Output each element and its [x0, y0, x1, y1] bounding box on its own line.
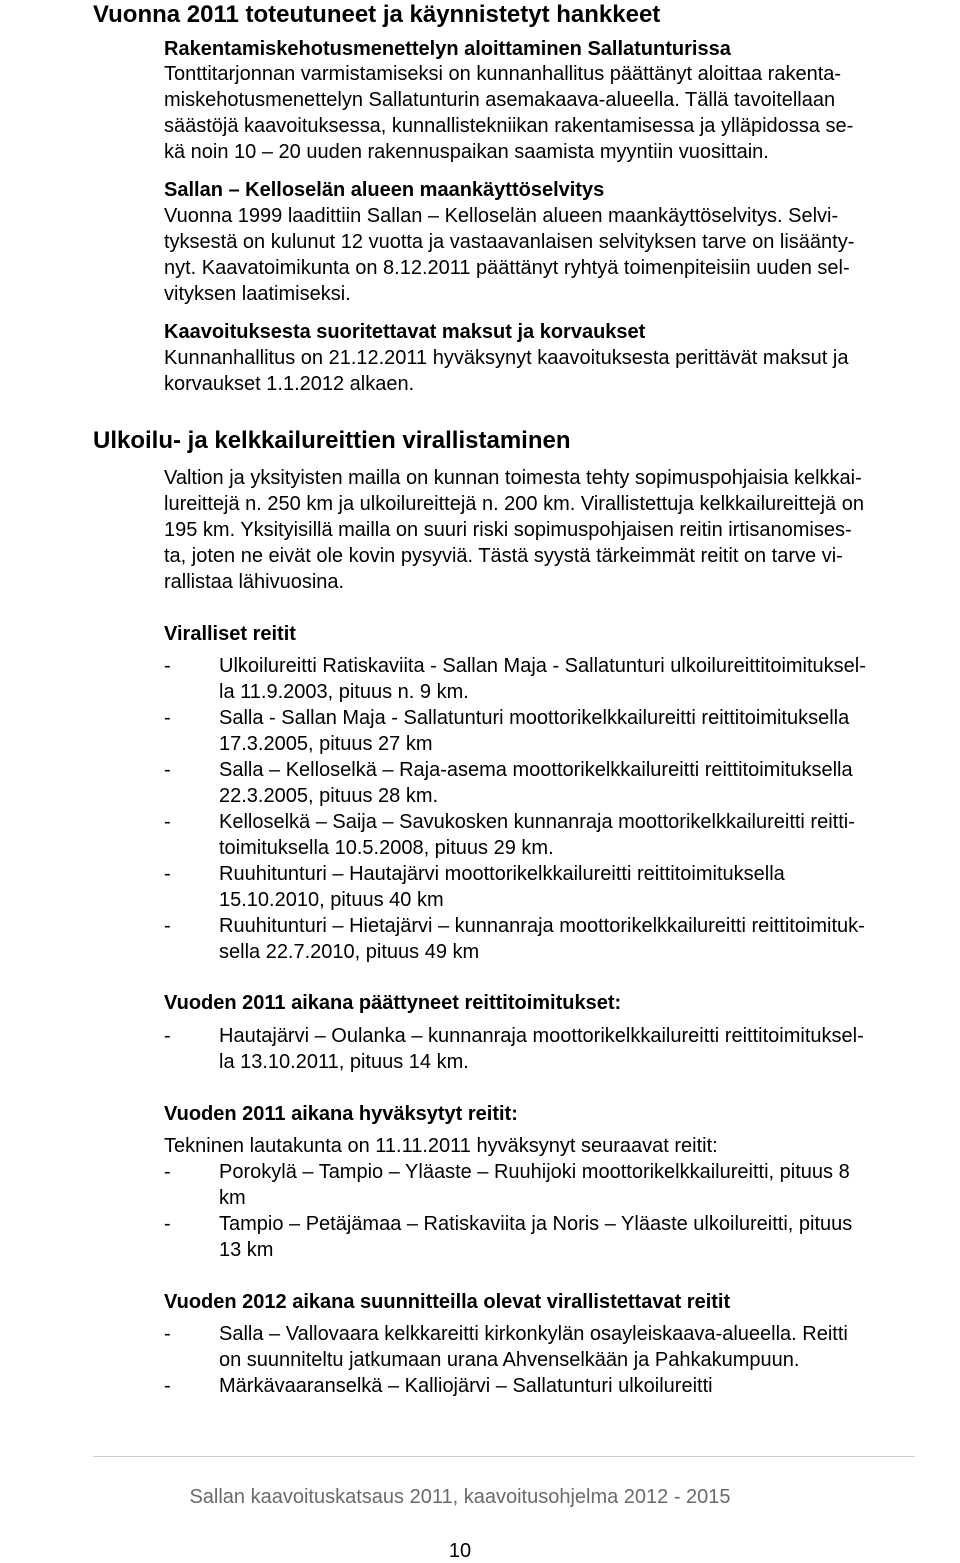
list-item-line: 17.3.2005, pituus 27 km [219, 733, 433, 755]
list-item-line: Tampio – Petäjämaa – Ratiskaviita ja Noris – Yläaste ulkoilureitti, pituus [219, 1213, 853, 1235]
list-item-line: 13 km [219, 1239, 274, 1261]
list-bullet: - [164, 811, 171, 833]
paragraph-line: korvaukset 1.1.2012 alkaen. [164, 373, 415, 395]
subsection-heading: Vuoden 2012 aikana suunnitteilla olevat virallistettavat reitit [164, 1291, 731, 1313]
subsection-heading: Kaavoituksesta suoritettavat maksut ja korvaukset [164, 321, 646, 343]
list-item-line: Ulkoilureitti Ratiskaviita - Sallan Maja - Sallatunturi ulkoilureittitoimituksel- [219, 655, 866, 677]
list-bullet: - [164, 863, 171, 885]
list-item-line: km [219, 1187, 246, 1209]
section-title: Vuonna 2011 toteutuneet ja käynnistetyt hankkeet [93, 1, 661, 28]
paragraph-line: Kunnanhallitus on 21.12.2011 hyväksynyt kaavoituksesta perittävät maksut ja [164, 347, 849, 369]
list-item-line: Kelloselkä – Saija – Savukosken kunnanraja moottorikelkkailureitti reitti- [219, 811, 855, 833]
subsection-heading: Viralliset reitit [164, 623, 296, 645]
page-number: 10 [448, 1540, 472, 1562]
paragraph-line: ta, joten ne eivät ole kovin pysyviä. Tästä syystä tärkeimmät reitit on tarve vi- [164, 545, 843, 567]
subsection-heading: Vuoden 2011 aikana hyväksytyt reitit: [164, 1103, 518, 1125]
list-item-line: Salla - Sallan Maja - Sallatunturi moottorikelkkailureitti reittitoimituksella [219, 707, 850, 729]
list-item-line: la 11.9.2003, pituus n. 9 km. [219, 681, 469, 703]
subsection-heading: Sallan – Kelloselän alueen maankäyttöselvitys [164, 179, 605, 201]
list-bullet: - [164, 915, 171, 937]
list-item-line: Salla – Kelloselkä – Raja-asema moottorikelkkailureitti reittitoimituksella [219, 759, 853, 781]
paragraph-line: 195 km. Yksityisillä mailla on suuri riski sopimuspohjaisen reitin irtisanomises- [164, 519, 852, 541]
list-bullet: - [164, 1161, 171, 1183]
list-bullet: - [164, 759, 171, 781]
list-item-line: la 13.10.2011, pituus 14 km. [219, 1051, 469, 1073]
subsection-heading: Vuoden 2011 aikana päättyneet reittitoimitukset: [164, 992, 622, 1014]
list-bullet: - [164, 655, 171, 677]
paragraph-line: Vuonna 1999 laadittiin Sallan – Kelloselän alueen maankäyttöselvitys. Selvi- [164, 205, 839, 227]
paragraph-line: kä noin 10 – 20 uuden rakennuspaikan saamista myyntiin vuosittain. [164, 141, 769, 163]
list-item-line: toimituksella 10.5.2008, pituus 29 km. [219, 837, 554, 859]
list-item-line: Salla – Vallovaara kelkkareitti kirkonkylän osayleiskaava-alueella. Reitti [219, 1323, 848, 1345]
paragraph-line: miskehotusmenettelyn Sallatunturin asemakaava-alueella. Tällä tavoitellaan [164, 89, 836, 111]
list-bullet: - [164, 1213, 171, 1235]
footer-text: Sallan kaavoituskatsaus 2011, kaavoitusohjelma 2012 - 2015 [189, 1486, 731, 1508]
paragraph-line: lureittejä n. 250 km ja ulkoilureittejä n. 200 km. Virallistettuja kelkkailureittejä on [164, 493, 864, 515]
list-item-line: Märkävaaranselkä – Kalliojärvi – Sallatunturi ulkoilureitti [219, 1375, 713, 1397]
list-bullet: - [164, 1323, 171, 1345]
list-item-line: Porokylä – Tampio – Yläaste – Ruuhijoki moottorikelkkailureitti, pituus 8 [219, 1161, 850, 1183]
section-title: Ulkoilu- ja kelkkailureittien virallistaminen [93, 427, 571, 454]
list-item-line: sella 22.7.2010, pituus 49 km [219, 941, 480, 963]
list-bullet: - [164, 707, 171, 729]
list-bullet: - [164, 1025, 171, 1047]
paragraph-line: nyt. Kaavatoimikunta on 8.12.2011 päättänyt ryhtyä toimenpiteisiin uuden sel- [164, 257, 850, 279]
paragraph-line: Tonttitarjonnan varmistamiseksi on kunnanhallitus päättänyt aloittaa rakenta- [164, 63, 842, 85]
list-item-line: 15.10.2010, pituus 40 km [219, 889, 444, 911]
list-item-line: 22.3.2005, pituus 28 km. [219, 785, 439, 807]
footer-divider [93, 1456, 915, 1457]
paragraph-line: Valtion ja yksityisten mailla on kunnan toimesta tehty sopimuspohjaisia kelkkai- [164, 467, 862, 489]
list-item-line: Ruuhitunturi – Hietajärvi – kunnanraja moottorikelkkailureitti reittitoimituk- [219, 915, 865, 937]
list-item-line: Hautajärvi – Oulanka – kunnanraja moottorikelkkailureitti reittitoimituksel- [219, 1025, 864, 1047]
paragraph-line: säästöjä kaavoituksessa, kunnallistekniikan rakentamisessa ja ylläpidossa se- [164, 115, 854, 137]
list-item-line: on suunniteltu jatkumaan urana Ahvenselkään ja Pahkakumpuun. [219, 1349, 800, 1371]
list-bullet: - [164, 1375, 171, 1397]
paragraph-line: Tekninen lautakunta on 11.11.2011 hyväksynyt seuraavat reitit: [164, 1135, 718, 1157]
list-item-line: Ruuhitunturi – Hautajärvi moottorikelkkailureitti reittitoimituksella [219, 863, 785, 885]
paragraph-line: rallistaa lähivuosina. [164, 571, 345, 593]
paragraph-line: vityksen laatimiseksi. [164, 283, 351, 305]
subsection-heading: Rakentamiskehotusmenettelyn aloittaminen Sallatunturissa [164, 38, 731, 60]
paragraph-line: tyksestä on kulunut 12 vuotta ja vastaavanlaisen selvityksen tarve on lisäänty- [164, 231, 855, 253]
